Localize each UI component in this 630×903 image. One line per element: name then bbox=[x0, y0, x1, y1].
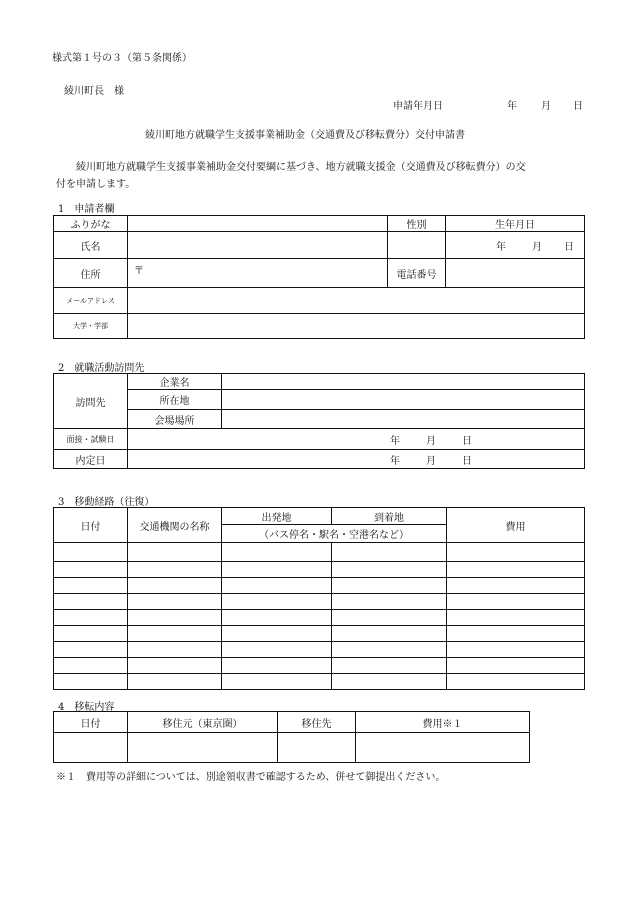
route-cell[interactable] bbox=[447, 610, 585, 626]
route-cell[interactable] bbox=[128, 626, 222, 642]
name-field[interactable] bbox=[128, 232, 388, 259]
furigana-field[interactable] bbox=[128, 216, 388, 232]
birth-year: 年 bbox=[496, 241, 506, 253]
route-cell[interactable] bbox=[332, 658, 447, 674]
route-cell[interactable] bbox=[54, 610, 128, 626]
visit-table bbox=[53, 373, 585, 469]
document-title: 綾川町地方就職学生支援事業補助金（交通費及び移転費分）交付申請書 bbox=[145, 130, 465, 141]
route-row bbox=[54, 594, 585, 610]
section2-heading: 2 就職活動訪問先 bbox=[58, 363, 145, 374]
gender-label: 性別 bbox=[388, 216, 446, 232]
application-month: 月 bbox=[541, 101, 551, 112]
route-cell[interactable] bbox=[332, 674, 447, 690]
gender-field[interactable] bbox=[388, 232, 446, 259]
route-cell[interactable] bbox=[128, 578, 222, 594]
route-cell[interactable] bbox=[128, 594, 222, 610]
venue-label: 会場場所 bbox=[128, 410, 222, 429]
relocation-cost-header: 費用※１ bbox=[356, 712, 530, 733]
section1-heading: 1 申請者欄 bbox=[58, 204, 115, 215]
route-cell[interactable] bbox=[332, 610, 447, 626]
location-field[interactable] bbox=[222, 390, 585, 410]
from-tokyo-header: 移住元（東京圏） bbox=[128, 712, 278, 733]
route-cell[interactable] bbox=[128, 562, 222, 578]
route-cost-header: 費用 bbox=[447, 508, 585, 543]
route-cell[interactable] bbox=[447, 674, 585, 690]
route-cell[interactable] bbox=[128, 642, 222, 658]
route-row bbox=[54, 626, 585, 642]
route-cell[interactable] bbox=[447, 543, 585, 562]
birth-month: 月 bbox=[532, 241, 542, 253]
route-row bbox=[54, 562, 585, 578]
application-day: 日 bbox=[573, 101, 583, 112]
offer-day: 日 bbox=[462, 455, 472, 467]
route-row bbox=[54, 674, 585, 690]
arrival-header: 到着地 bbox=[332, 508, 447, 525]
interview-date-field[interactable] bbox=[128, 429, 585, 450]
venue-field[interactable] bbox=[222, 410, 585, 429]
route-cell[interactable] bbox=[222, 578, 332, 594]
birthdate-label: 生年月日 bbox=[446, 216, 585, 232]
form-number: 様式第１号の３（第５条関係） bbox=[52, 53, 192, 64]
address-label: 住所 bbox=[54, 259, 128, 288]
intro-line-2: 付を申請します。 bbox=[56, 179, 136, 190]
route-cell[interactable] bbox=[54, 578, 128, 594]
visit-destination-label: 訪問先 bbox=[54, 374, 128, 429]
route-cell[interactable] bbox=[222, 642, 332, 658]
route-cell[interactable] bbox=[128, 543, 222, 562]
destination-field[interactable] bbox=[278, 733, 356, 763]
route-cell[interactable] bbox=[332, 578, 447, 594]
route-cell[interactable] bbox=[447, 658, 585, 674]
company-name-field[interactable] bbox=[222, 374, 585, 390]
university-label: 大学・学部 bbox=[54, 314, 128, 339]
route-cell[interactable] bbox=[222, 626, 332, 642]
route-cell[interactable] bbox=[447, 594, 585, 610]
phone-label: 電話番号 bbox=[388, 259, 446, 288]
interview-month: 月 bbox=[426, 435, 436, 447]
offer-date-label: 内定日 bbox=[54, 450, 128, 469]
route-cell[interactable] bbox=[128, 658, 222, 674]
relocation-row bbox=[54, 733, 530, 763]
route-cell[interactable] bbox=[54, 674, 128, 690]
section3-heading: 3 移動経路（往復） bbox=[58, 497, 155, 508]
interview-year: 年 bbox=[390, 435, 400, 447]
from-tokyo-field[interactable] bbox=[128, 733, 278, 763]
departure-header: 出発地 bbox=[222, 508, 332, 525]
route-cell[interactable] bbox=[222, 658, 332, 674]
route-cell[interactable] bbox=[222, 610, 332, 626]
application-date-label: 申請年月日 bbox=[393, 101, 443, 112]
route-cell[interactable] bbox=[222, 674, 332, 690]
interview-date-label: 面接・試験日 bbox=[54, 429, 128, 450]
university-field[interactable] bbox=[128, 314, 585, 339]
route-cell[interactable] bbox=[447, 578, 585, 594]
route-cell[interactable] bbox=[128, 610, 222, 626]
applicant-table bbox=[53, 215, 585, 339]
route-cell[interactable] bbox=[54, 562, 128, 578]
relocation-table bbox=[53, 711, 530, 763]
address-field[interactable] bbox=[128, 259, 388, 288]
destination-header: 移住先 bbox=[278, 712, 356, 733]
route-cell[interactable] bbox=[54, 543, 128, 562]
route-cell[interactable] bbox=[332, 594, 447, 610]
route-cell[interactable] bbox=[54, 626, 128, 642]
route-row bbox=[54, 578, 585, 594]
route-cell[interactable] bbox=[54, 594, 128, 610]
route-row bbox=[54, 642, 585, 658]
route-row bbox=[54, 658, 585, 674]
email-field[interactable] bbox=[128, 288, 585, 314]
interview-day: 日 bbox=[462, 435, 472, 447]
intro-line-1: 綾川町地方就職学生支援事業補助金交付要綱に基づき、地方就職支援金（交通費及び移転費分）の交 bbox=[76, 162, 526, 173]
application-year: 年 bbox=[507, 101, 517, 112]
email-label: メールアドレス bbox=[54, 288, 128, 314]
route-cell[interactable] bbox=[332, 626, 447, 642]
transport-name-header: 交通機関の名称 bbox=[128, 508, 222, 543]
footnote: ※１ 費用等の詳細については、別途領収書で確認するため、併せて御提出ください。 bbox=[56, 772, 446, 783]
route-cell[interactable] bbox=[54, 642, 128, 658]
birth-day: 日 bbox=[564, 241, 574, 253]
section4-heading: 4 移転内容 bbox=[58, 702, 115, 713]
offer-date-field[interactable] bbox=[128, 450, 585, 469]
route-cell[interactable] bbox=[128, 674, 222, 690]
relocation-date-header: 日付 bbox=[54, 712, 128, 733]
relocation-cost-field[interactable] bbox=[356, 733, 530, 763]
route-cell[interactable] bbox=[447, 626, 585, 642]
route-table bbox=[53, 507, 585, 690]
company-name-label: 企業名 bbox=[128, 374, 222, 390]
route-cell[interactable] bbox=[332, 642, 447, 658]
relocation-date-field[interactable] bbox=[54, 733, 128, 763]
furigana-label: ふりがな bbox=[54, 216, 128, 232]
route-cell[interactable] bbox=[447, 642, 585, 658]
route-cell[interactable] bbox=[54, 658, 128, 674]
place-note: （バス停名・駅名・空港名など） bbox=[222, 525, 447, 543]
name-label: 氏名 bbox=[54, 232, 128, 259]
birthdate-field[interactable] bbox=[446, 232, 585, 259]
postal-mark: 〒 bbox=[134, 266, 144, 277]
offer-month: 月 bbox=[426, 455, 436, 467]
route-cell[interactable] bbox=[447, 562, 585, 578]
route-cell[interactable] bbox=[222, 562, 332, 578]
route-cell[interactable] bbox=[222, 543, 332, 562]
addressee: 綾川町長 様 bbox=[64, 86, 124, 97]
route-cell[interactable] bbox=[332, 543, 447, 562]
location-label: 所在地 bbox=[128, 390, 222, 410]
phone-field[interactable] bbox=[446, 259, 585, 288]
offer-year: 年 bbox=[390, 455, 400, 467]
route-cell[interactable] bbox=[332, 562, 447, 578]
route-date-header: 日付 bbox=[54, 508, 128, 543]
route-row bbox=[54, 610, 585, 626]
route-row bbox=[54, 543, 585, 562]
route-cell[interactable] bbox=[222, 594, 332, 610]
